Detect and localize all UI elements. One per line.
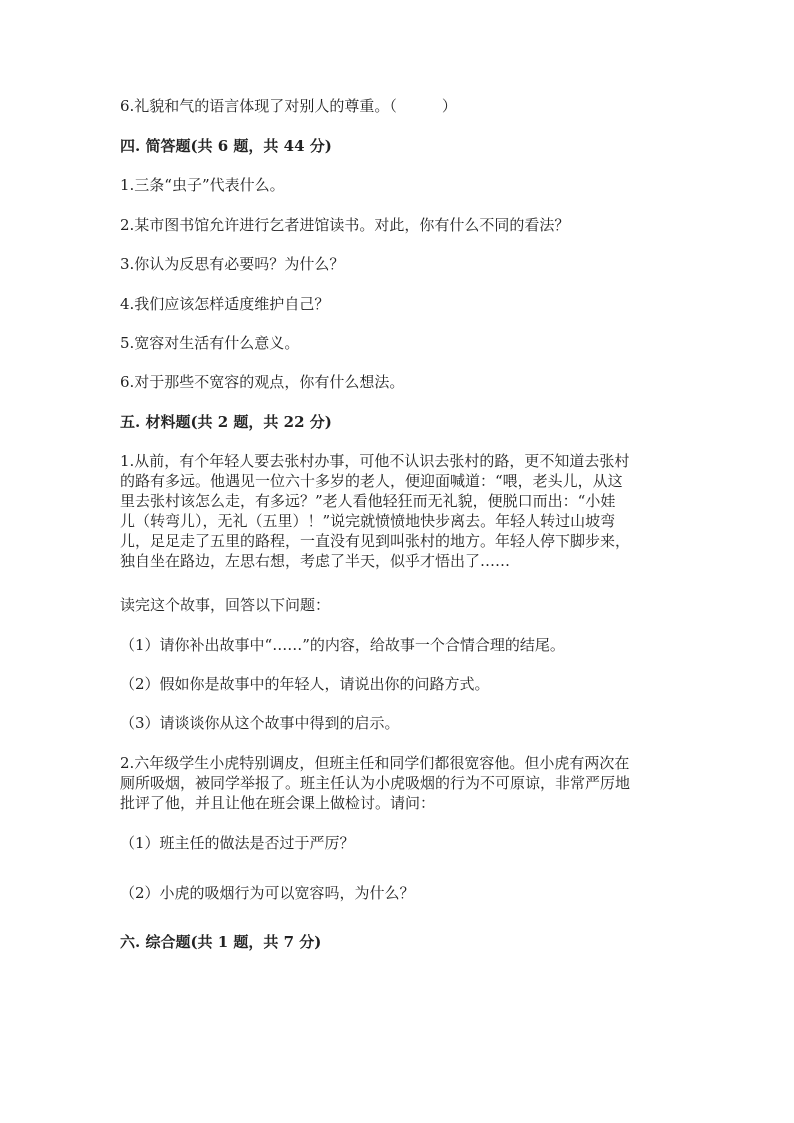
material-1-subquestion-2: （2）假如你是故事中的年轻人，请说出你的问路方式。: [120, 675, 490, 693]
material-1-text: [120, 451, 668, 571]
section-5-heading: 五. 材料题(共 2 题，共 22 分): [120, 413, 332, 431]
material-2-subquestion-1: （1）班主任的做法是否过于严厉？: [120, 834, 355, 852]
material-2-line: 批评了他，并且让他在班会课上做检讨。请问：: [120, 794, 436, 812]
material-2-line: 2.六年级学生小虎特别调皮，但班主任和同学们都很宽容他。但小虎有两次在: [120, 754, 630, 772]
material-2-line: 厕所吸烟，被同学举报了。班主任认为小虎吸烟的行为不可原谅，非常严厉地: [120, 774, 631, 792]
material-1-line: 儿，足足走了五里的路程，一直没有见到叫张村的地方。年轻人停下脚步来，: [120, 532, 631, 550]
material-1-line: 里去张村该怎么走，有多远？”老人看他轻狂而无礼貌，便脱口而出：“小娃: [120, 492, 616, 510]
section-4-question-4: 4.我们应该怎样适度维护自己？: [120, 295, 330, 313]
section-4-question-3: 3.你认为反思有必要吗？为什么？: [120, 255, 345, 273]
material-1-line: 的路有多远。他遇见一位六十多岁的老人，便迎面喊道：“喂，老头儿，从这: [120, 472, 623, 490]
section-4-question-5: 5.宽容对生活有什么意义。: [120, 334, 300, 352]
material-1-line: 独自坐在路边，左思右想，考虑了半天，似乎才悟出了……: [120, 552, 511, 570]
material-1-prompt: 读完这个故事，回答以下问题：: [120, 596, 331, 614]
material-1-subquestion-3: （3）请谈谈你从这个故事中得到的启示。: [120, 714, 400, 732]
section-4-heading: 四. 简答题(共 6 题，共 44 分): [120, 137, 332, 155]
question-3-6: 6.礼貌和气的语言体现了对别人的尊重。（ ）: [120, 97, 457, 115]
material-1-line: 1.从前，有个年轻人要去张村办事，可他不认识去张村的路，更不知道去张村: [120, 452, 630, 470]
section-4-question-6: 6.对于那些不宽容的观点，你有什么想法。: [120, 373, 405, 391]
section-6-heading: 六. 综合题(共 1 题，共 7 分): [120, 933, 322, 951]
section-4-question-2: 2.某市图书馆允许进行乞者进馆读书。对此，你有什么不同的看法？: [120, 216, 570, 234]
material-1-line: 儿（转弯儿），无礼（五里）！”说完就愤愤地快步离去。年轻人转过山坡弯: [120, 512, 616, 530]
material-2-subquestion-2: （2）小虎的吸烟行为可以宽容吗，为什么？: [120, 884, 415, 902]
section-4-question-1: 1.三条“虫子”代表什么。: [120, 176, 285, 194]
material-1-subquestion-1: （1）请你补出故事中“……”的内容，给故事一个合情合理的结尾。: [120, 636, 565, 654]
material-2-text: [120, 753, 668, 813]
